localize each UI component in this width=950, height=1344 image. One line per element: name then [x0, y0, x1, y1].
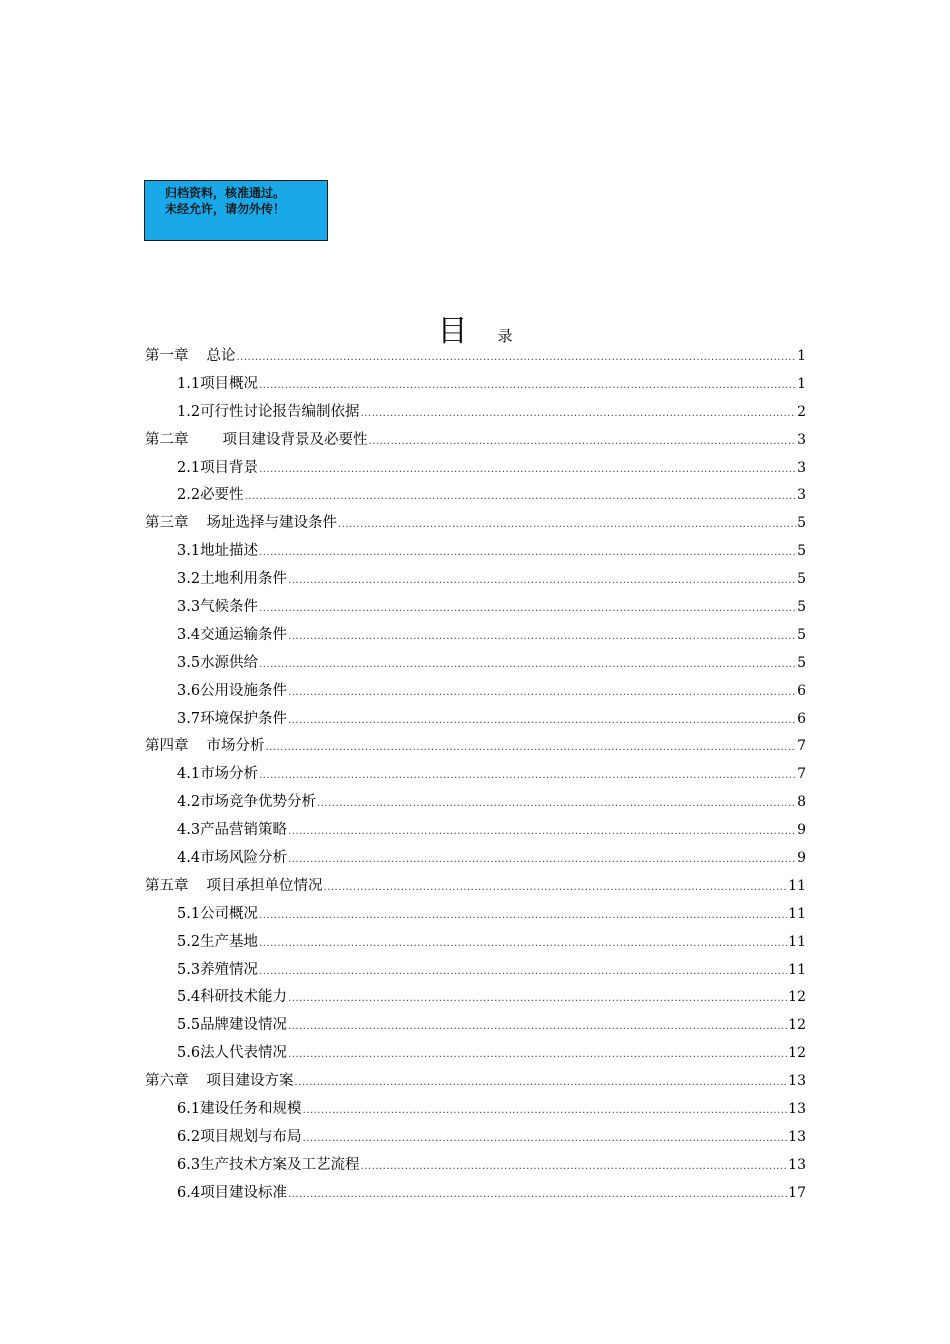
toc-page-number: 5: [797, 654, 806, 671]
toc-dot-leader: [288, 1189, 787, 1200]
toc-page-number: 5: [797, 543, 806, 560]
toc-page-number: 13: [788, 1156, 806, 1173]
toc-entry-number: 6.2: [177, 1128, 201, 1145]
toc-page-number: 12: [788, 1045, 806, 1062]
toc-dot-leader: [288, 1021, 787, 1032]
toc-entry-number: 3.2: [177, 571, 201, 588]
toc-section-entry[interactable]: [145, 902, 806, 930]
toc-section-entry[interactable]: [145, 1125, 806, 1153]
toc-entry-number: 3.7: [177, 710, 201, 727]
toc-entry-number: 4.3: [177, 822, 201, 839]
toc-section-entry[interactable]: [145, 679, 806, 707]
toc-entry-number: 3.4: [177, 626, 201, 643]
toc-entry-number: 1.2: [177, 403, 201, 420]
toc-entry-number: 3.6: [177, 682, 201, 699]
toc-page-number: 1: [797, 375, 806, 392]
toc-dot-leader: [259, 380, 796, 391]
toc-entry-label: 法人代表情况: [200, 1045, 288, 1062]
toc-page-number: 11: [788, 961, 806, 978]
toc-dot-leader: [259, 603, 796, 614]
toc-dot-leader: [317, 798, 796, 809]
toc-section-entry[interactable]: [145, 456, 806, 484]
toc-page-number: 12: [788, 989, 806, 1006]
toc-dot-leader: [369, 436, 797, 447]
stamp-line-2: 未经允许，请勿外传！: [165, 202, 286, 216]
toc-page-number: 3: [797, 431, 806, 448]
toc-entry-label: 环境保护条件: [200, 710, 288, 727]
toc-dot-leader: [303, 1105, 788, 1116]
toc-entry-label: 项目概况: [200, 375, 259, 392]
toc-page-number: 6: [797, 710, 806, 727]
toc-section-entry[interactable]: [145, 846, 806, 874]
toc-section-entry[interactable]: [145, 400, 806, 428]
toc-page-number: 11: [788, 877, 806, 894]
toc-entry-label: 项目承担单位情况: [206, 877, 323, 894]
toc-entry-label: 市场风险分析: [200, 850, 288, 867]
toc-page-number: 12: [788, 1017, 806, 1034]
toc-entry-number: 第三章: [145, 515, 189, 532]
toc-chapter-entry[interactable]: [145, 734, 806, 762]
toc-dot-leader: [324, 882, 788, 893]
toc-dot-leader: [259, 464, 796, 475]
toc-section-entry[interactable]: [145, 818, 806, 846]
toc-entry-number: 3.5: [177, 654, 201, 671]
toc-entry-number: 4.1: [177, 766, 201, 783]
toc-dot-leader: [288, 715, 796, 726]
toc-dot-leader: [245, 491, 797, 502]
toc-section-entry[interactable]: [145, 1041, 806, 1069]
toc-entry-number: 5.4: [177, 989, 201, 1006]
toc-page-number: 5: [797, 571, 806, 588]
toc-dot-leader: [288, 687, 796, 698]
toc-entry-label: 建设任务和规模: [200, 1101, 302, 1118]
toc-entry-label: 项目建设背景及必要性: [222, 431, 368, 448]
toc-entry-number: 4.4: [177, 850, 201, 867]
toc-entry-label: 可行性讨论报告编制依据: [200, 403, 360, 420]
toc-entry-label: 养殖情况: [200, 961, 259, 978]
toc-chapter-entry[interactable]: [145, 874, 806, 902]
toc-entry-label: 地址描述: [200, 543, 259, 560]
toc-entry-number: 3.3: [177, 599, 201, 616]
toc-section-entry[interactable]: [145, 483, 806, 511]
toc-dot-leader: [259, 966, 787, 977]
toc-page-number: 5: [797, 626, 806, 643]
toc-section-entry[interactable]: [145, 707, 806, 735]
toc-section-entry[interactable]: [145, 762, 806, 790]
toc-dot-leader: [237, 352, 797, 363]
toc-dot-leader: [259, 547, 796, 558]
toc-entry-label: 总论: [206, 348, 236, 364]
toc-entry-label: 必要性: [200, 487, 244, 504]
toc-page-number: 1: [797, 348, 806, 364]
toc-section-entry[interactable]: [145, 1153, 806, 1181]
toc-section-entry[interactable]: [145, 930, 806, 958]
toc-entry-number: 1.1: [177, 375, 201, 392]
toc-entry-label: 市场竞争优势分析: [200, 794, 317, 811]
toc-section-entry[interactable]: [145, 567, 806, 595]
toc-page-number: 13: [788, 1073, 806, 1090]
toc-entry-number: 5.1: [177, 905, 201, 922]
toc-section-entry[interactable]: [145, 623, 806, 651]
toc-entry-number: 5.3: [177, 961, 201, 978]
archive-notice-stamp: [144, 180, 328, 241]
toc-chapter-entry[interactable]: [145, 344, 806, 372]
toc-dot-leader: [259, 938, 787, 949]
toc-entry-number: 6.1: [177, 1101, 201, 1118]
toc-dot-leader: [259, 770, 796, 781]
toc-dot-leader: [361, 1161, 788, 1172]
toc-dot-leader: [259, 659, 796, 670]
toc-entry-number: 5.6: [177, 1045, 201, 1062]
toc-dot-leader: [338, 519, 796, 530]
toc-page-number: 7: [797, 766, 806, 783]
toc-entry-label: 产品营销策略: [200, 822, 288, 839]
toc-page-number: 5: [797, 599, 806, 616]
toc-dot-leader: [288, 993, 787, 1004]
toc-section-entry[interactable]: [145, 958, 806, 986]
toc-entry-label: 场址选择与建设条件: [206, 515, 337, 532]
toc-entry-number: 第四章: [145, 738, 189, 755]
toc-page-number: 2: [797, 403, 806, 420]
toc-entry-label: 水源供给: [200, 654, 259, 671]
toc-dot-leader: [266, 742, 797, 753]
toc-dot-leader: [303, 1133, 788, 1144]
toc-entry-number: 4.2: [177, 794, 201, 811]
toc-section-entry[interactable]: [145, 372, 806, 400]
toc-entry-label: 科研技术能力: [200, 989, 288, 1006]
toc-entry-label: 品牌建设情况: [200, 1017, 288, 1034]
toc-entry-number: 6.3: [177, 1156, 201, 1173]
toc-entry-number: 2.1: [177, 459, 201, 476]
toc-chapter-entry[interactable]: [145, 1069, 806, 1097]
toc-dot-leader: [288, 1049, 787, 1060]
toc-page-number: 3: [797, 487, 806, 504]
toc-page-number: 11: [788, 905, 806, 922]
toc-page-number: 5: [797, 515, 806, 532]
toc-entry-number: 第一章: [145, 348, 189, 364]
toc-entry-number: 6.4: [177, 1184, 201, 1201]
toc-entry-number: 第二章: [145, 431, 189, 448]
toc-page-number: 13: [788, 1128, 806, 1145]
toc-page-number: 9: [797, 822, 806, 839]
toc-page-number: 11: [788, 933, 806, 950]
toc-entry-label: 土地利用条件: [200, 571, 288, 588]
toc-entry-label: 项目规划与布局: [200, 1128, 302, 1145]
toc-entry-label: 公司概况: [200, 905, 259, 922]
toc-entry-label: 项目建设方案: [206, 1073, 294, 1090]
stamp-line-1: 归档资料，核准通过。: [165, 186, 286, 200]
toc-page-number: 13: [788, 1101, 806, 1118]
toc-section-entry[interactable]: [145, 1097, 806, 1125]
toc-title-char-2: 录: [497, 327, 513, 345]
toc-dot-leader: [288, 631, 796, 642]
toc-page-number: 6: [797, 682, 806, 699]
toc-page-number: 3: [797, 459, 806, 476]
toc-dot-leader: [288, 854, 796, 865]
toc-section-entry[interactable]: [145, 985, 806, 1013]
toc-dot-leader: [361, 408, 797, 419]
toc-section-entry[interactable]: [145, 790, 806, 818]
toc-entry-label: 公用设施条件: [200, 682, 288, 699]
toc-entry-label: 交通运输条件: [200, 626, 288, 643]
toc-page-number: 7: [797, 738, 806, 755]
toc-section-entry[interactable]: [145, 1181, 806, 1209]
toc-dot-leader: [288, 826, 796, 837]
toc-section-entry[interactable]: [145, 539, 806, 567]
toc-page-number: 17: [788, 1184, 806, 1201]
toc-dot-leader: [259, 910, 787, 921]
toc-section-entry[interactable]: [145, 651, 806, 679]
toc-entry-label: 市场分析: [206, 738, 265, 755]
toc-entry-label: 市场分析: [200, 766, 259, 783]
toc-entry-number: 3.1: [177, 543, 201, 560]
toc-entry-label: 生产技术方案及工艺流程: [200, 1156, 360, 1173]
toc-chapter-entry[interactable]: [145, 511, 806, 539]
toc-section-entry[interactable]: [145, 595, 806, 623]
toc-entry-label: 气候条件: [200, 599, 259, 616]
toc-chapter-entry[interactable]: [145, 428, 806, 456]
toc-entry-label: 生产基地: [200, 933, 259, 950]
toc-page-number: 9: [797, 850, 806, 867]
toc-entry-number: 2.2: [177, 487, 201, 504]
toc-page-number: 8: [797, 794, 806, 811]
toc-section-entry[interactable]: [145, 1013, 806, 1041]
toc-entry-number: 5.5: [177, 1017, 201, 1034]
toc-title-char-1: 目: [437, 314, 468, 349]
table-of-contents: [145, 344, 806, 1209]
toc-entry-label: 项目建设标准: [200, 1184, 288, 1201]
toc-dot-leader: [288, 575, 796, 586]
toc-entry-number: 第六章: [145, 1073, 189, 1090]
toc-entry-number: 第五章: [145, 877, 189, 894]
toc-entry-number: 5.2: [177, 933, 201, 950]
toc-entry-label: 项目背景: [200, 459, 259, 476]
toc-dot-leader: [295, 1077, 788, 1088]
